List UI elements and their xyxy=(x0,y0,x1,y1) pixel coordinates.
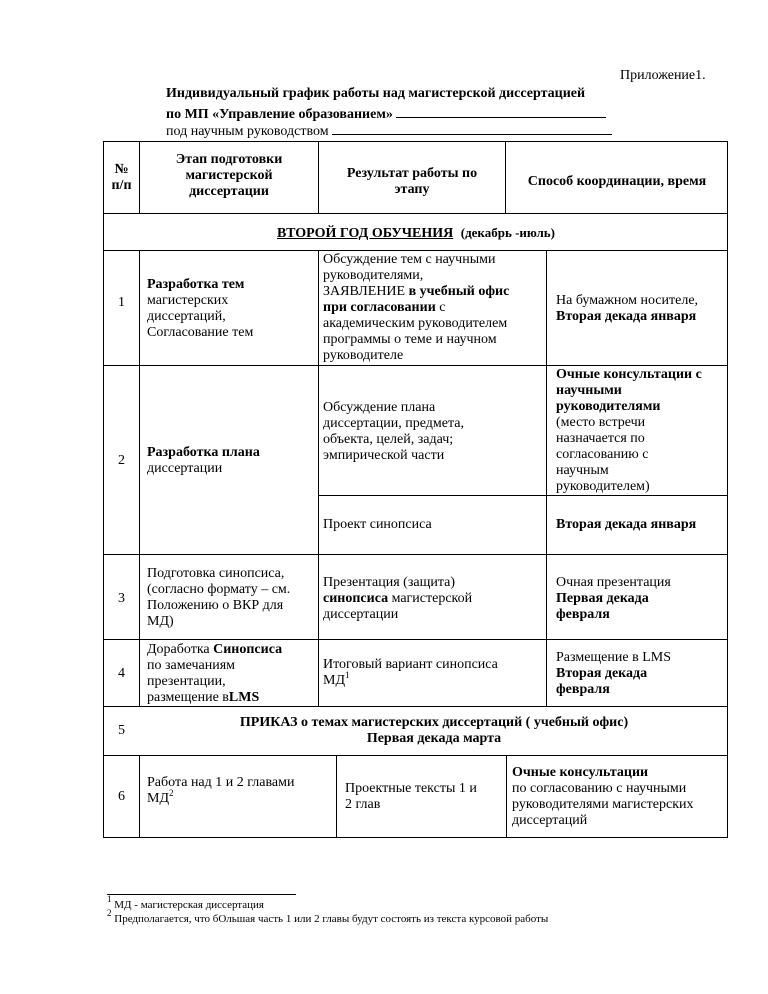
row-2-result: Обсуждение плана диссертации, предмета, объекта, целей, задач; эмпирической части xyxy=(323,400,464,463)
row-1-number: 1 xyxy=(118,295,125,310)
row-6-stage: Работа над 1 и 2 главами $МД^2$ xyxy=(147,775,295,806)
row-6-method: Очные консультации по согласованию с научными руководителями магистерских диссертаций xyxy=(512,765,694,828)
row-1-method: На бумажном носителе, Вторая декада января xyxy=(556,293,699,324)
row-2-method-2: Вторая декада января xyxy=(556,517,697,532)
header-number: № п/п xyxy=(111,162,132,193)
program-label: по МП «Управление образованием» xyxy=(166,107,393,122)
row-4-result: Итоговый вариант синопсиса $МД^1$ xyxy=(323,657,498,688)
row-6-result: Проектные тексты 1 и 2 глав xyxy=(345,781,477,812)
header-stage: Этап подготовки магистерской диссертации xyxy=(175,152,283,199)
supervisor-label: под научным руководством xyxy=(166,124,329,139)
row-2-stage: Разработка плана диссертации xyxy=(147,445,260,476)
row-3-number: 3 xyxy=(118,591,125,606)
row-5-number: 5 xyxy=(118,723,125,738)
footnote-2: $^2$ Предполагается, что бОльшая часть 1 или 2 главы будут состоять из текста курсовой работы xyxy=(107,908,549,925)
row-4-stage: Доработка Синопсиса по замечаниям презентации, размещение вLMS xyxy=(147,642,283,705)
row-2-result-2: Проект синопсиса xyxy=(323,517,432,532)
row-4-method: Размещение в LMS Вторая декада февраля xyxy=(556,650,671,697)
row-3-result: Презентация (защита) синопсиса магистерской диссертации xyxy=(323,575,473,622)
row-5-order: ПРИКАЗ о темах магистерских диссертаций ( учебный офис) Первая декада марта xyxy=(239,715,629,746)
header-result: Результат работы по этапу xyxy=(346,166,478,197)
row-2-method: Очные консультации с научными руководителями (место встречи назначается по согласованию с научным руководителем) xyxy=(556,367,702,494)
row-3-stage: Подготовка синопсиса, (согласно формату – см. Положению о ВКР для МД) xyxy=(147,566,291,629)
header-method: Способ координации, время xyxy=(527,174,707,189)
document-title: Индивидуальный график работы над магистерской диссертацией xyxy=(166,86,586,101)
row-6-number: 6 xyxy=(118,789,125,804)
row-3-method: Очная презентация Первая декада февраля xyxy=(556,575,671,622)
row-1-stage: Разработка тем магистерских диссертаций, Согласование тем xyxy=(147,277,254,340)
footnote-1: $^1$ МД - магистерская диссертация xyxy=(107,894,264,911)
row-4-number: 4 xyxy=(118,666,125,681)
section-title: ВТОРОЙ ГОД ОБУЧЕНИЯ (декабрь -июль) xyxy=(276,225,555,241)
appendix-label: Приложение1. xyxy=(620,68,706,83)
row-1-result: Обсуждение тем с научными руководителями, ЗАЯВЛЕНИЕ в учебный офис при согласовании с академическим руководителем программы о теме и научном руководителе xyxy=(323,252,510,363)
row-2-number: 2 xyxy=(118,453,125,468)
